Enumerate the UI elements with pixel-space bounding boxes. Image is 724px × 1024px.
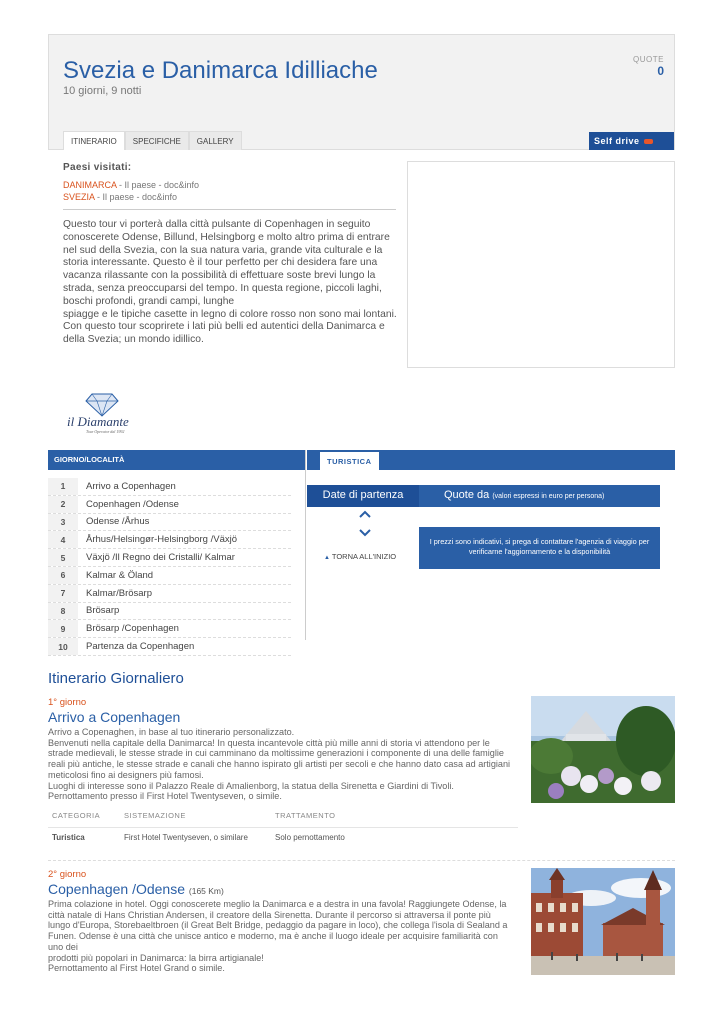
- day-number: 1: [48, 478, 78, 495]
- tour-intro: [63, 219, 399, 347]
- day-title-text: Arrivo a Copenhagen: [48, 709, 181, 725]
- logo-text: il Diamante: [67, 414, 129, 429]
- country-sweden[interactable]: [63, 191, 396, 203]
- day-location[interactable]: Partenza da Copenhagen: [86, 641, 195, 653]
- day-row[interactable]: [48, 549, 291, 567]
- departure-dates-header: Date di partenza: [307, 485, 419, 507]
- day-text-line: Pernottamento al First Hotel Grand o simile.: [48, 963, 225, 974]
- diamante-logo: [66, 390, 146, 435]
- day-number: 5: [48, 549, 78, 566]
- day-title: [48, 881, 224, 897]
- back-to-top-link[interactable]: [324, 552, 396, 561]
- day-row[interactable]: [48, 585, 291, 603]
- day-location[interactable]: Kalmar/Brösarp: [86, 587, 152, 599]
- day-row[interactable]: [48, 620, 291, 638]
- day-photo: [531, 696, 675, 803]
- quote-count: 0: [657, 64, 664, 78]
- days-table-header: GIORNO/LOCALITÀ: [48, 450, 305, 470]
- day-location[interactable]: Kalmar & Öland: [86, 569, 154, 581]
- diamond-icon: [66, 390, 146, 435]
- intro-paragraph: Con questo tour scoprirete i lati più belli ed autentici della Danimarca e della Svezia; un mondo idillico.: [63, 321, 385, 346]
- tour-duration: 10 giorni, 9 notti: [63, 85, 142, 97]
- quotes-label: Quote da: [444, 489, 490, 501]
- day-label: 1° giorno: [48, 697, 87, 708]
- chevron-down-icon[interactable]: [359, 528, 371, 540]
- country-link[interactable]: - Il paese - doc&info: [94, 192, 178, 202]
- day-location[interactable]: Odense /Århus: [86, 516, 150, 528]
- tab-gallery[interactable]: GALLERY: [189, 131, 242, 150]
- cell-treatment: Solo pernottamento: [275, 833, 345, 842]
- day-location[interactable]: Arrivo a Copenhagen: [86, 480, 176, 492]
- quotes-header: [419, 485, 660, 507]
- day-location[interactable]: Brösarp: [86, 605, 120, 617]
- day-distance: (165 Km): [188, 886, 224, 896]
- itinerary-title: Itinerario Giornaliero: [48, 670, 184, 687]
- visited-countries: [63, 162, 396, 203]
- day-label: 2° giorno: [48, 869, 87, 880]
- day-title-text: Copenhagen /Odense: [48, 881, 185, 897]
- day-title: [48, 709, 180, 725]
- accommodation-table: [48, 811, 518, 847]
- tab-bar: [63, 131, 242, 150]
- divider: [48, 860, 675, 861]
- intro-paragraph: Questo tour vi porterà dalla città pulsante di Copenhagen in seguito conoscerete Odense, Billund, Helsingborg e molto altro prima di entrare nel sud della Svezia, con la sua natura varia, grande vita culturale e la storia interessante. Questo è il tour perfetto per chi desidera fare una vacanza rilassante con la possibilità di effettuare soste brevi lungo la strada, senza preoccuparsi del tempo. In questa regione, piccoli laghi, boschi profondi, grandi campi, lunghe: [63, 219, 390, 307]
- map-placeholder: [407, 161, 675, 368]
- col-category: CATEGORIA: [52, 811, 101, 820]
- day-description: [48, 899, 513, 974]
- chevron-up-icon[interactable]: [359, 509, 371, 521]
- self-drive-label: Self drive: [594, 136, 640, 146]
- day-number: 10: [48, 638, 78, 655]
- accommodation-header: [48, 811, 518, 824]
- self-drive-badge: [589, 132, 674, 150]
- day-text-line: Prima colazione in hotel. Oggi conoscerete meglio la Danimarca e a destra in una favola! Raggiungete Odense, la città natale di Hans Christian Andersen, il creatore della Sirenetta. Durante il percorso si attraversa il ponte più lungo d'Europa, Storebaeltbroen (il Great Belt Bridge, pedaggio da pagare in loco), che collega l'isola di Sealand a Funen. Odense è una città che unisce antico e moderno, ma è anche il luogo ideale per acquisire familiarità con uno dei: [48, 899, 508, 952]
- day-text-line: prodotti più popolari in Danimarca: la birra artigianale!: [48, 952, 264, 963]
- tab-itinerario[interactable]: ITINERARIO: [63, 131, 125, 150]
- day-number: 4: [48, 531, 78, 548]
- days-table: [48, 478, 291, 656]
- day-text-line: Benvenuti nella capitale della Danimarca! In questa incantevole città più mille anni di storia vi attendono per le strade medievali, le stesse strade in cui camminano da moltissime generazioni i componente di una delle famiglie reali più antiche, le stesse strade e canali che hanno ispirato gli artisti per secoli e che hanno dato casa ad artigiani meticolosi fino ai designers più famosi.: [48, 737, 511, 780]
- country-denmark[interactable]: [63, 179, 396, 191]
- divider: [63, 209, 396, 210]
- day-text-line: Arrivo a Copenaghen, in base al tuo itinerario personalizzato.: [48, 727, 295, 737]
- page-title: Svezia e Danimarca Idilliache: [63, 57, 378, 84]
- country-link[interactable]: - Il paese - doc&info: [116, 180, 200, 190]
- quote-label: QUOTE: [633, 55, 664, 64]
- accommodation-row: [48, 827, 518, 847]
- day-text-line: Luoghi di interesse sono il Palazzo Reale di Amalienborg, la statua della Sirenetta e Giardini di Tivoli.: [48, 780, 454, 791]
- day-row[interactable]: [48, 567, 291, 585]
- logo-tagline: Tour Operator dal 1992: [86, 429, 125, 434]
- cell-category: Turistica: [52, 833, 85, 842]
- day-row[interactable]: [48, 514, 291, 532]
- day-number: 3: [48, 514, 78, 531]
- visited-heading: Paesi visitati:: [63, 162, 132, 173]
- day-text-line: Pernottamento presso il First Hotel Twentyseven, o simile.: [48, 791, 282, 802]
- col-accommodation: SISTEMAZIONE: [124, 811, 186, 820]
- day-location[interactable]: Copenhagen /Odense: [86, 498, 179, 510]
- cell-accommodation: First Hotel Twentyseven, o similare: [124, 833, 248, 842]
- day-location[interactable]: Brösarp /Copenhagen: [86, 623, 179, 635]
- day-number: 9: [48, 620, 78, 637]
- tab-turistica[interactable]: TURISTICA: [320, 452, 379, 470]
- back-to-top-label[interactable]: TORNA ALL'INIZIO: [331, 552, 397, 561]
- day-description: [48, 727, 513, 802]
- day-row[interactable]: [48, 478, 291, 496]
- day-number: 8: [48, 603, 78, 620]
- day-number: 2: [48, 496, 78, 513]
- day-row[interactable]: [48, 603, 291, 621]
- day-number: 6: [48, 567, 78, 584]
- country-name[interactable]: SVEZIA: [63, 192, 95, 202]
- tab-specifiche[interactable]: SPECIFICHE: [125, 131, 189, 150]
- quotes-note: (valori espressi in euro per persona): [492, 493, 605, 500]
- day-row[interactable]: [48, 531, 291, 549]
- divider: [305, 450, 306, 640]
- tour-header: [48, 34, 675, 150]
- day-location[interactable]: Växjö /Il Regno dei Cristalli/ Kalmar: [86, 552, 235, 564]
- pricing-notice: I prezzi sono indicativi, si prega di contattare l'agenzia di viaggio per verificarne l'aggiornamento e la disponibilità: [419, 527, 660, 569]
- intro-paragraph: spiagge e le tipiche casette in legno di colore rosso non sono mai lontani.: [63, 308, 397, 320]
- day-photo: [531, 868, 675, 975]
- country-name[interactable]: DANIMARCA: [63, 180, 117, 190]
- day-location[interactable]: Århus/Helsingør-Helsingborg /Växjö: [86, 534, 238, 546]
- day-number: 7: [48, 585, 78, 602]
- day-row[interactable]: [48, 496, 291, 514]
- day-row[interactable]: [48, 638, 291, 656]
- triangle-up-icon: ▲: [324, 555, 330, 561]
- car-icon: [644, 139, 653, 144]
- col-treatment: TRATTAMENTO: [275, 811, 336, 820]
